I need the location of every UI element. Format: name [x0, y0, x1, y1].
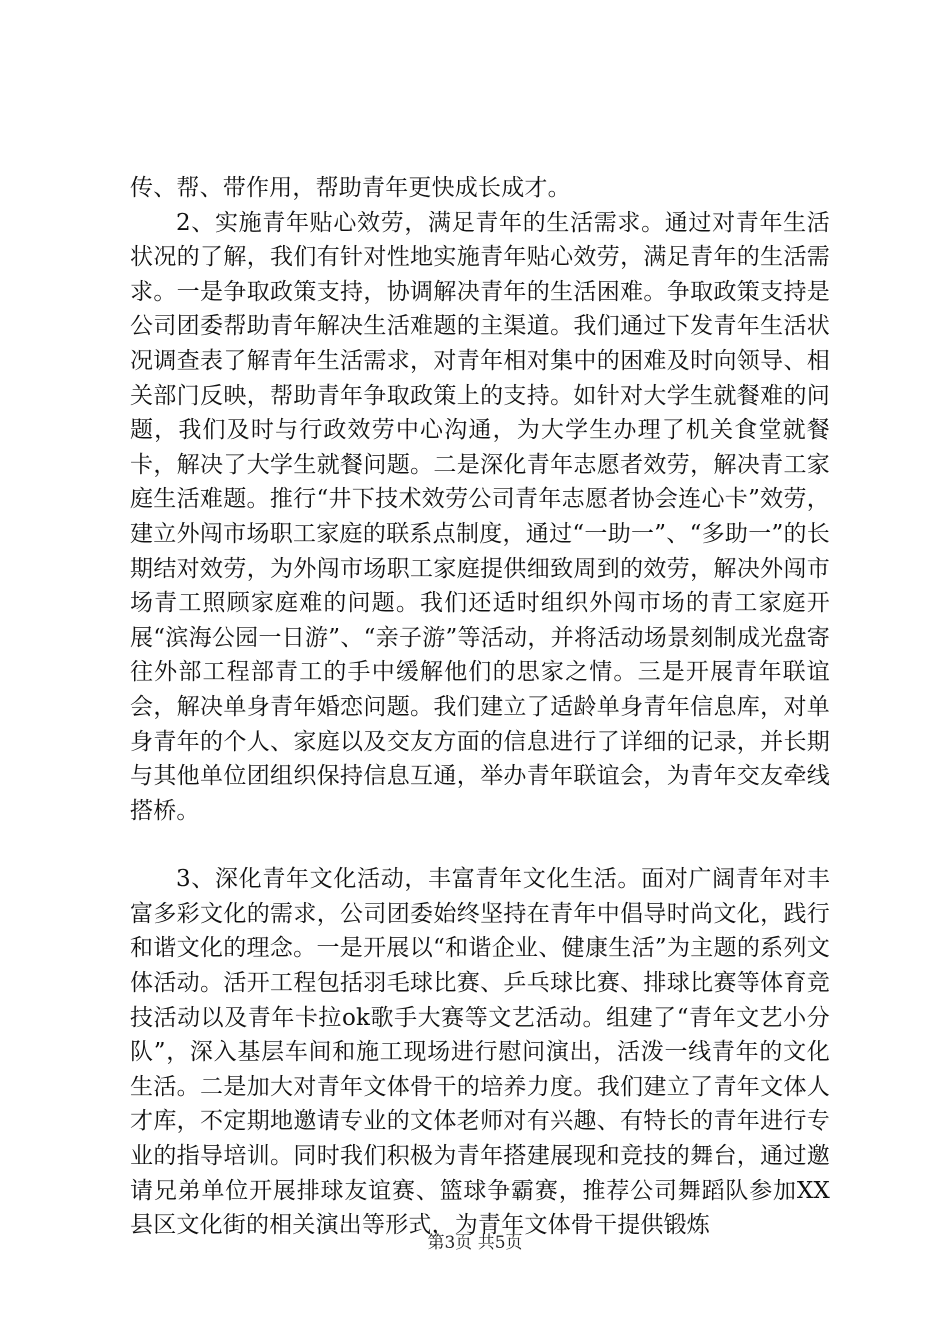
document-body — [130, 171, 830, 1243]
paragraph-spacer — [130, 828, 830, 862]
paragraph-culture-activities: 3、深化青年文化活动，丰富青年文化生活。面对广阔青年对丰富多彩文化的需求，公司团委始终坚持在青年中倡导时尚文化，践行和谐文化的理念。一是开展以“和谐企业、健康生活”为主题的系列文体活动。活开工程包括羽毛球比赛、乒乓球比赛、排球比赛等体育竞技活动以及青年卡拉ok歌手大赛等文艺活动。组建了“青年文艺小分队”，深入基层车间和施工现场进行慰问演出，活泼一线青年的文化生活。二是加大对青年文体骨干的培养力度。我们建立了青年文体人才库，不定期地邀请专业的文体老师对有兴趣、有特长的青年进行专业的指导培训。同时我们积极为青年搭建展现和竞技的舞台，通过邀请兄弟单位开展排球友谊赛、篮球争霸赛，推荐公司舞蹈队参加XX县区文化街的相关演出等形式，为青年文体骨干提供锻炼 — [130, 866, 830, 1239]
page-number-footer: 第3页 共5页 — [427, 1233, 523, 1253]
paragraph-life-services: 2、实施青年贴心效劳，满足青年的生活需求。通过对青年生活状况的了解，我们有针对性地实施青年贴心效劳，满足青年的生活需求。一是争取政策支持，协调解决青年的生活困难。争取政策支持是公司团委帮助青年解决生活难题的主渠道。我们通过下发青年生活状况调查表了解青年生活需求，对青年相对集中的困难及时向领导、相关部门反映，帮助青年争取政策上的支持。如针对大学生就餐难的问题，我们及时与行政效劳中心沟通，为大学生办理了机关食堂就餐卡，解决了大学生就餐问题。二是深化青年志愿者效劳，解决青工家庭生活难题。推行“井下技术效劳公司青年志愿者协会连心卡”效劳，建立外闯市场职工家庭的联系点制度，通过“一助一”、“多助一”的长期结对效劳，为外闯市场职工家庭提供细致周到的效劳，解决外闯市场青工照顾家庭难的问题。我们还适时组织外闯市场的青工家庭开展“滨海公园一日游”、“亲子游”等活动，并将活动场景刻制成光盘寄往外部工程部青工的手中缓解他们的思家之情。三是开展青年联谊会，解决单身青年婚恋问题。我们建立了适龄单身青年信息库，对单身青年的个人、家庭以及交友方面的信息进行了详细的记录，并长期与其他单位团组织保持信息互通，举办青年联谊会，为青年交友牵线搭桥。 — [130, 209, 830, 824]
paragraph-continuation: 传、帮、带作用，帮助青年更快成长成才。 — [130, 175, 571, 201]
